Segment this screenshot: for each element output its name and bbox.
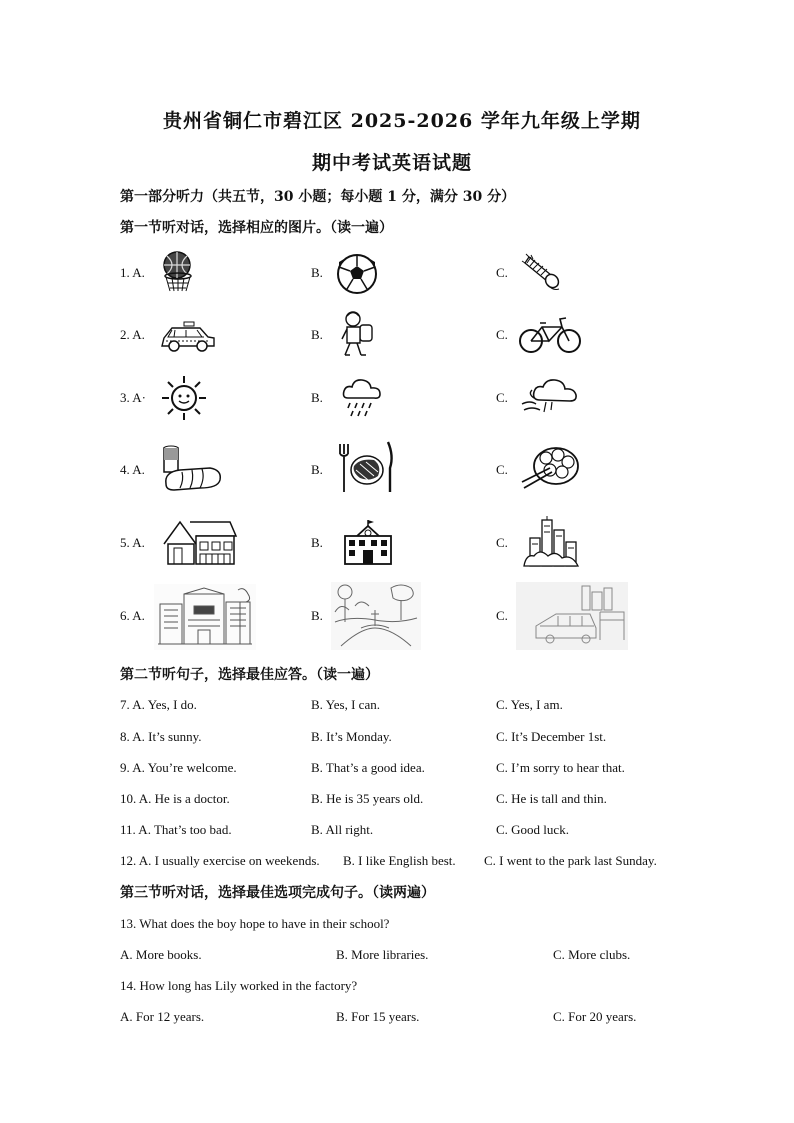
student-walking-icon — [336, 309, 378, 359]
school-icon — [341, 518, 395, 566]
wind-cloud-icon — [520, 376, 582, 418]
q7-option-b: B. Yes, I can. — [311, 697, 380, 712]
sun-icon — [160, 374, 208, 422]
q10-option-b: B. He is 35 years old. — [311, 791, 424, 806]
q10-option-c: C. He is tall and thin. — [496, 791, 607, 806]
q9-option-b: B. That’s a good idea. — [311, 760, 425, 775]
q6-option-a-label: 6. A. — [120, 608, 145, 623]
q14-stem: 14. How long has Lily worked in the factory? — [120, 978, 358, 993]
q11-option-c: C. Good luck. — [496, 822, 569, 837]
bicycle-icon — [518, 315, 582, 355]
page-title-line1: 贵州省铜仁市碧江区 2025-2026 学年九年级上学期 — [163, 110, 641, 132]
part1-heading: 第一部分听力（共五节，30 小题；每小题 1 分，满分 30 分） — [120, 189, 516, 205]
badminton-shuttlecock-icon — [521, 251, 561, 297]
q11-option-b: B. All right. — [311, 822, 374, 837]
q8-option-c: C. It’s December 1st. — [496, 729, 607, 744]
section3-heading: 第三节听对话，选择最佳选项完成句子。（读两遍） — [120, 885, 435, 901]
q11-option-a: 11. A. That’s too bad. — [120, 822, 232, 837]
q2-option-a-label: 2. A. — [120, 327, 145, 342]
rain-cloud-icon — [340, 376, 384, 420]
steak-icon — [334, 440, 398, 496]
library-building-icon — [154, 584, 256, 650]
q14-option-a: A. For 12 years. — [120, 1009, 205, 1024]
q5-option-c-label: C. — [496, 535, 508, 550]
q4-option-b-label: B. — [311, 462, 323, 477]
soccer-ball-icon — [336, 253, 378, 295]
q3-option-b-label: B. — [311, 390, 323, 405]
dumplings-icon — [520, 442, 580, 492]
section2-heading: 第二节听句子，选择最佳应答。（读一遍） — [120, 667, 379, 683]
q1-option-a-label: 1. A. — [120, 265, 145, 280]
q8-option-a: 8. A. It’s sunny. — [120, 729, 202, 744]
q9-option-c: C. I’m sorry to hear that. — [496, 760, 625, 775]
city-icon — [520, 514, 582, 570]
q13-option-c: C. More clubs. — [553, 947, 631, 962]
q2-option-b-label: B. — [311, 327, 323, 342]
q12-option-b: B. I like English best. — [343, 853, 456, 868]
basketball-icon — [158, 249, 198, 293]
q12-option-c: C. I went to the park last Sunday. — [484, 853, 657, 868]
q13-stem: 13. What does the boy hope to have in their school? — [120, 916, 390, 931]
q9-option-a: 9. A. You’re welcome. — [120, 760, 237, 775]
q3-option-a-label: 3. A· — [120, 390, 146, 405]
q7-option-a: 7. A. Yes, I do. — [120, 697, 197, 712]
q6-option-c-label: C. — [496, 608, 508, 623]
q4-option-c-label: C. — [496, 462, 508, 477]
q6-option-b-label: B. — [311, 608, 323, 623]
q3-option-c-label: C. — [496, 390, 508, 405]
bread-milk-icon — [160, 444, 224, 492]
page-title-line2: 期中考试英语试题 — [312, 152, 473, 174]
house-icon — [160, 516, 240, 568]
q14-option-c: C. For 20 years. — [553, 1009, 637, 1024]
q4-option-a-label: 4. A. — [120, 462, 145, 477]
q5-option-a-label: 5. A. — [120, 535, 145, 550]
q1-option-b-label: B. — [311, 265, 323, 280]
q14-option-b: B. For 15 years. — [336, 1009, 420, 1024]
section1-heading: 第一节听对话，选择相应的图片。（读一遍） — [120, 220, 393, 236]
q2-option-c-label: C. — [496, 327, 508, 342]
bus-station-icon — [516, 582, 628, 650]
taxi-icon — [160, 320, 216, 352]
q10-option-a: 10. A. He is a doctor. — [120, 791, 230, 806]
q13-option-b: B. More libraries. — [336, 947, 429, 962]
park-icon — [331, 582, 421, 650]
q12-option-a: 12. A. I usually exercise on weekends. — [120, 853, 320, 868]
q7-option-c: C. Yes, I am. — [496, 697, 563, 712]
q5-option-b-label: B. — [311, 535, 323, 550]
q8-option-b: B. It’s Monday. — [311, 729, 392, 744]
q13-option-a: A. More books. — [120, 947, 202, 962]
q1-option-c-label: C. — [496, 265, 508, 280]
